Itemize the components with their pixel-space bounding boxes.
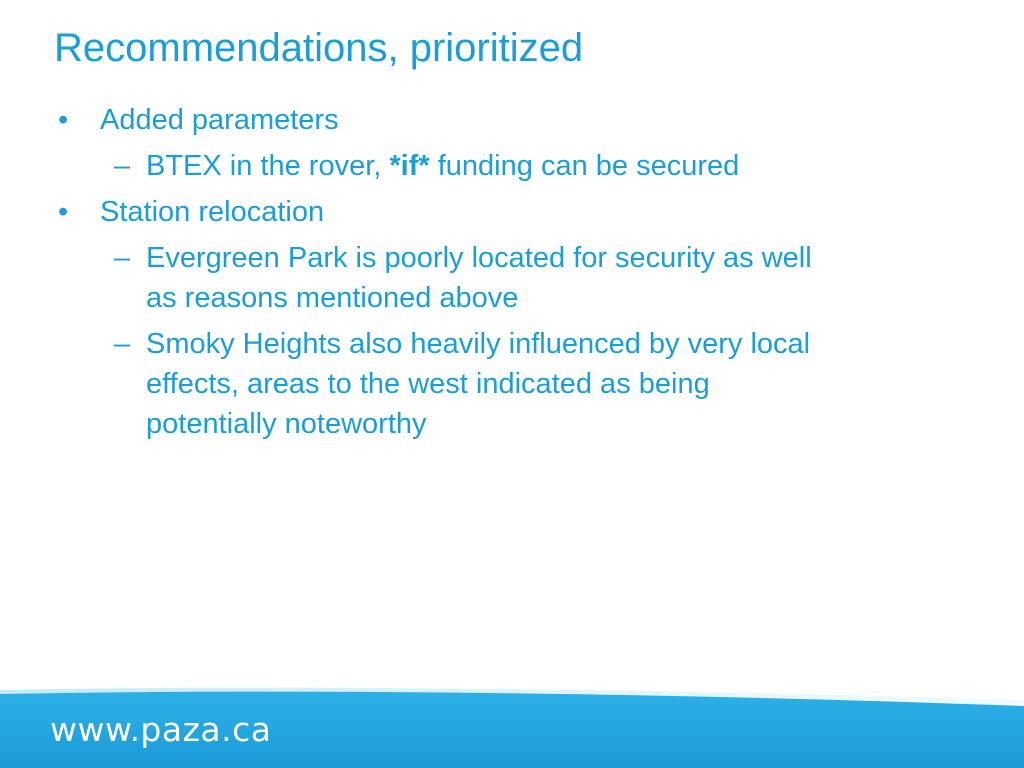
- dash-icon: –: [114, 242, 131, 274]
- sub-bullet-text-after: funding can be secured: [429, 150, 740, 182]
- sub-bullet-text: Evergreen Park is poorly located for security as well as reasons mentioned above: [146, 242, 812, 314]
- dash-icon: –: [114, 150, 131, 182]
- sub-bullet-text: [146, 150, 739, 182]
- sub-bullet-item: [0, 238, 836, 318]
- footer-band: [0, 684, 1024, 768]
- sub-bullet-text-before: BTEX in the rover,: [146, 150, 390, 182]
- slide-title: Recommendations, prioritized: [54, 26, 584, 70]
- bullet-icon: •: [58, 196, 69, 228]
- bullet-icon: •: [58, 104, 69, 136]
- emphasis-text: *if*: [389, 150, 430, 182]
- bullet-text: Added parameters: [100, 104, 339, 136]
- bullet-text: Station relocation: [100, 196, 325, 228]
- sub-bullet-item: [0, 324, 836, 444]
- footer-url: www.paza.ca: [50, 710, 272, 749]
- bullet-item: [0, 100, 830, 140]
- dash-icon: –: [114, 328, 131, 360]
- bullet-item: [0, 192, 830, 232]
- sub-bullet-item: [0, 146, 836, 186]
- slide-body: [0, 100, 1024, 450]
- sub-bullet-text: Smoky Heights also heavily influenced by very local effects, areas to the west indicated as being potentially noteworthy: [146, 328, 811, 440]
